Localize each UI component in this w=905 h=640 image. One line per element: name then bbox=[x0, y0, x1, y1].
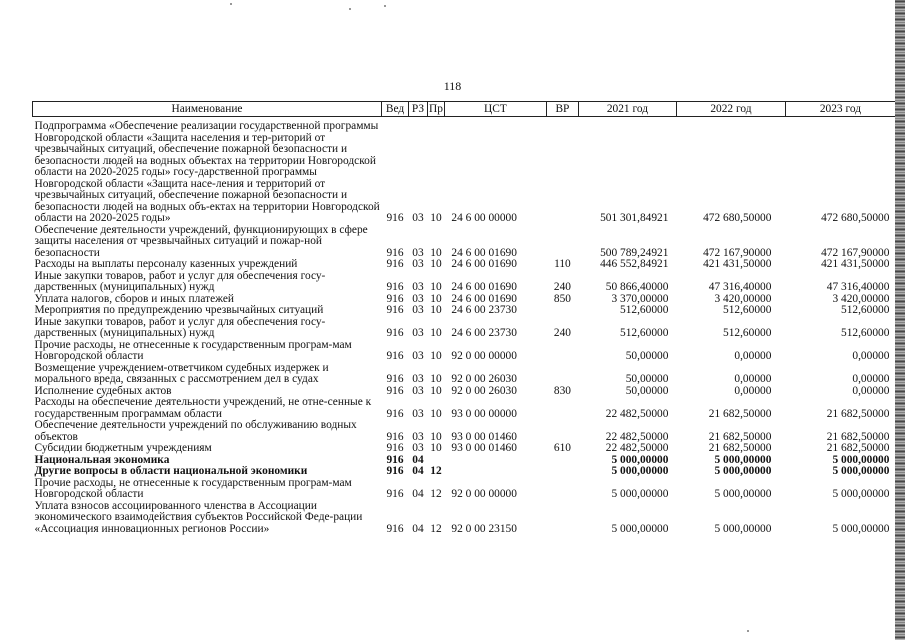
row-2021: 512,60000 bbox=[620, 327, 669, 339]
row-vr: 240 bbox=[553, 281, 571, 293]
row-name: Расходы на обеспечение деятельности учреждений, не отне-сенные к государственным программам области bbox=[34, 396, 372, 420]
row-ved: 916 bbox=[386, 488, 404, 500]
table-row bbox=[33, 271, 896, 294]
row-name: Подпрограмма «Обеспечение реализации государственной программы Новгородской области «Защита населения и тер-риторий от чрезвычайных ситуаций, обеспечение пожарной безопасности и безопасности людей на водных объектах на территории Новгородской области на 2020-2025 годы» госу-дарственной программы Новгородской области «Защита насе-ления и территорий от чрезвычайных ситуаций, обеспечение пожарной безопасности и безопасности людей на водных объ-ектах на территории Новгородской области на 2020-2025 годы» bbox=[34, 120, 380, 224]
row-2023: 472 680,50000 bbox=[821, 212, 890, 224]
row-pr: 12 bbox=[430, 488, 442, 500]
table-header-row bbox=[33, 102, 896, 117]
row-2022: 421 431,50000 bbox=[703, 258, 772, 270]
table-row bbox=[33, 305, 896, 317]
row-2021: 5 000,00000 bbox=[611, 488, 669, 500]
table-row bbox=[33, 466, 896, 478]
table-body bbox=[33, 117, 896, 536]
row-pr: 10 bbox=[430, 212, 442, 224]
row-vr bbox=[546, 478, 578, 501]
row-rz: 03 bbox=[412, 384, 424, 397]
row-pr: 10 bbox=[430, 430, 442, 443]
row-name: Возмещение учреждением-ответчиком судебных издержек и морального вреда, связанных с рассмотрением дел в судах bbox=[34, 361, 329, 385]
header-cst: ЦСТ bbox=[444, 102, 546, 117]
row-cst: 93 0 00 01460 bbox=[451, 442, 517, 454]
row-name: Иные закупки товаров, работ и услуг для обеспечения госу-дарственных (муниципальных) нужд bbox=[34, 269, 326, 293]
row-cst: 24 6 00 23730 bbox=[451, 304, 517, 316]
row-2021: 512,60000 bbox=[620, 304, 669, 316]
row-2021: 501 301,84921 bbox=[600, 212, 669, 224]
scan-edge bbox=[895, 0, 905, 640]
table-row bbox=[33, 340, 896, 363]
row-name: Национальная экономика bbox=[34, 453, 170, 466]
table-row bbox=[33, 363, 896, 386]
row-ved: 916 bbox=[386, 350, 404, 362]
row-name: Прочие расходы, не отнесенные к государственным програм-мам Новгородской области bbox=[34, 476, 352, 500]
row-2021: 446 552,84921 bbox=[600, 258, 669, 270]
row-name: Расходы на выплаты персоналу казенных учреждений bbox=[34, 258, 298, 270]
row-rz: 03 bbox=[412, 292, 424, 305]
row-vr bbox=[546, 121, 578, 225]
row-2022: 0,00000 bbox=[734, 350, 772, 362]
row-ved: 916 bbox=[386, 281, 404, 293]
scan-speck bbox=[747, 630, 749, 632]
table-row bbox=[33, 397, 896, 420]
row-vr: 850 bbox=[553, 292, 571, 305]
table-row bbox=[33, 478, 896, 501]
row-name: Обеспечение деятельности учреждений по обслуживанию водных объектов bbox=[34, 419, 357, 443]
row-vr bbox=[546, 340, 578, 363]
row-vr bbox=[546, 420, 578, 443]
row-ved: 916 bbox=[386, 465, 404, 477]
row-2021: 5 000,00000 bbox=[611, 522, 669, 535]
row-2023: 47 316,40000 bbox=[826, 281, 890, 293]
row-pr: 10 bbox=[430, 281, 442, 293]
row-pr: 12 bbox=[430, 465, 442, 477]
row-name: Иные закупки товаров, работ и услуг для обеспечения госу-дарственных (муниципальных) нужд bbox=[34, 315, 326, 339]
header-name: Наименование bbox=[33, 102, 382, 117]
row-cst: 24 6 00 23730 bbox=[451, 327, 517, 339]
row-2021: 22 482,50000 bbox=[605, 430, 669, 443]
scan-speck bbox=[349, 8, 351, 10]
row-2023: 21 682,50000 bbox=[826, 407, 890, 420]
row-rz: 04 bbox=[412, 465, 424, 477]
row-cst: 92 0 00 26030 bbox=[451, 384, 517, 397]
row-2023: 0,00000 bbox=[852, 384, 890, 397]
row-2023: 512,60000 bbox=[841, 304, 890, 316]
row-2023: 5 000,00000 bbox=[832, 522, 890, 535]
row-2022: 21 682,50000 bbox=[708, 442, 772, 454]
row-2022: 0,00000 bbox=[734, 384, 772, 397]
row-name: Уплата взносов ассоциированного членства в Ассоциации экономического взаимодействия субъектов Российской Феде-рации «Ассоциация инновационных регионов России» bbox=[34, 499, 363, 535]
row-rz: 04 bbox=[412, 488, 424, 500]
row-rz: 03 bbox=[412, 442, 424, 454]
row-rz: 03 bbox=[412, 430, 424, 443]
row-cst: 92 0 00 00000 bbox=[451, 350, 517, 362]
row-ved: 916 bbox=[386, 292, 404, 305]
row-pr: 10 bbox=[430, 327, 442, 339]
row-2021: 50,00000 bbox=[625, 373, 669, 385]
row-vr bbox=[546, 455, 578, 467]
header-ved: Вед bbox=[382, 102, 409, 117]
row-name: Другие вопросы в области национальной экономики bbox=[34, 465, 308, 477]
row-pr: 12 bbox=[430, 522, 442, 535]
row-pr: 10 bbox=[430, 258, 442, 270]
row-cst: 92 0 00 00000 bbox=[451, 488, 517, 500]
row-ved: 916 bbox=[386, 453, 404, 466]
row-2021: 50,00000 bbox=[625, 384, 669, 397]
row-name: Прочие расходы, не отнесенные к государственным програм-мам Новгородской области bbox=[34, 338, 352, 362]
row-ved: 916 bbox=[386, 212, 404, 224]
row-cst: 92 0 00 23150 bbox=[451, 522, 517, 535]
row-2023: 512,60000 bbox=[841, 327, 890, 339]
row-rz: 03 bbox=[412, 212, 424, 224]
row-2021: 50,00000 bbox=[625, 350, 669, 362]
row-2021: 50 866,40000 bbox=[605, 281, 669, 293]
row-cst: 24 6 00 01690 bbox=[451, 258, 517, 270]
row-ved: 916 bbox=[386, 246, 404, 259]
scan-speck bbox=[384, 5, 386, 7]
table-row bbox=[33, 121, 896, 225]
row-ved: 916 bbox=[386, 430, 404, 443]
row-2023: 0,00000 bbox=[852, 350, 890, 362]
row-cst: 92 0 00 26030 bbox=[451, 373, 517, 385]
row-pr: 10 bbox=[430, 373, 442, 385]
row-vr bbox=[546, 225, 578, 260]
header-2023: 2023 год bbox=[785, 102, 895, 117]
row-vr: 830 bbox=[553, 384, 571, 397]
row-rz: 03 bbox=[412, 304, 424, 316]
row-pr: 10 bbox=[430, 292, 442, 305]
row-vr bbox=[546, 363, 578, 386]
header-pr: Пр bbox=[429, 102, 443, 115]
row-ved: 916 bbox=[386, 258, 404, 270]
row-pr: 10 bbox=[430, 350, 442, 362]
row-vr: 240 bbox=[553, 327, 571, 339]
row-2022: 21 682,50000 bbox=[708, 407, 772, 420]
row-pr: 10 bbox=[430, 384, 442, 397]
row-vr bbox=[546, 397, 578, 420]
row-2021: 3 370,00000 bbox=[611, 292, 669, 305]
row-vr bbox=[546, 501, 578, 536]
scan-speck bbox=[230, 3, 232, 5]
row-2021: 5 000,00000 bbox=[611, 453, 669, 466]
row-2023: 5 000,00000 bbox=[832, 453, 890, 466]
row-ved: 916 bbox=[386, 522, 404, 535]
row-cst: 24 6 00 01690 bbox=[451, 246, 517, 259]
row-rz: 03 bbox=[412, 246, 424, 259]
row-cst: 24 6 00 01690 bbox=[451, 281, 517, 293]
table-row bbox=[33, 443, 896, 455]
row-2022: 5 000,00000 bbox=[714, 465, 772, 477]
row-pr: 10 bbox=[430, 407, 442, 420]
row-rz: 03 bbox=[412, 327, 424, 339]
table-row bbox=[33, 317, 896, 340]
row-rz: 04 bbox=[412, 453, 424, 466]
header-vr: ВР bbox=[546, 102, 578, 117]
row-2022: 47 316,40000 bbox=[708, 281, 772, 293]
row-vr bbox=[546, 305, 578, 317]
row-2023: 21 682,50000 bbox=[826, 442, 890, 454]
table-row bbox=[33, 501, 896, 536]
row-ved: 916 bbox=[386, 442, 404, 454]
row-2022: 0,00000 bbox=[734, 373, 772, 385]
row-2022: 5 000,00000 bbox=[714, 453, 772, 466]
row-rz: 03 bbox=[412, 281, 424, 293]
table-row bbox=[33, 420, 896, 443]
row-2021: 500 789,24921 bbox=[600, 246, 669, 259]
row-ved: 916 bbox=[386, 304, 404, 316]
row-2022: 512,60000 bbox=[723, 304, 772, 316]
row-cst: 24 6 00 00000 bbox=[451, 212, 517, 224]
budget-table bbox=[32, 101, 896, 535]
row-2023: 472 167,90000 bbox=[821, 246, 890, 259]
row-cst: 93 0 00 00000 bbox=[451, 407, 517, 420]
row-cst: 24 6 00 01690 bbox=[451, 292, 517, 305]
row-2023: 21 682,50000 bbox=[826, 430, 890, 443]
header-rz: РЗ bbox=[409, 102, 428, 117]
header-2021: 2021 год bbox=[578, 102, 676, 117]
row-2022: 5 000,00000 bbox=[714, 522, 772, 535]
row-ved: 916 bbox=[386, 373, 404, 385]
row-2023: 3 420,00000 bbox=[832, 292, 890, 305]
row-rz: 03 bbox=[412, 258, 424, 270]
row-2022: 512,60000 bbox=[723, 327, 772, 339]
page-number: 118 bbox=[443, 79, 462, 93]
row-pr: 10 bbox=[430, 442, 442, 454]
header-2022: 2022 год bbox=[676, 102, 785, 117]
row-cst: 93 0 00 01460 bbox=[451, 430, 517, 443]
row-ved: 916 bbox=[386, 327, 404, 339]
row-name: Уплата налогов, сборов и иных платежей bbox=[34, 292, 234, 305]
row-ved: 916 bbox=[386, 407, 404, 420]
row-cst bbox=[444, 466, 546, 478]
row-name: Исполнение судебных актов bbox=[34, 384, 172, 397]
row-rz: 03 bbox=[412, 407, 424, 420]
row-2022: 3 420,00000 bbox=[714, 292, 772, 305]
row-2021: 5 000,00000 bbox=[611, 465, 669, 477]
row-pr: 10 bbox=[430, 304, 442, 316]
row-2022: 5 000,00000 bbox=[714, 488, 772, 500]
row-2021: 22 482,50000 bbox=[605, 442, 669, 454]
table-row bbox=[33, 259, 896, 271]
row-vr bbox=[546, 466, 578, 478]
row-rz: 03 bbox=[412, 373, 424, 385]
row-rz: 04 bbox=[412, 522, 424, 535]
row-ved: 916 bbox=[386, 384, 404, 397]
row-vr: 610 bbox=[553, 442, 571, 454]
row-pr: 10 bbox=[430, 246, 442, 259]
row-name: Субсидии бюджетным учреждениям bbox=[34, 442, 212, 454]
row-2023: 0,00000 bbox=[852, 373, 890, 385]
row-2021: 22 482,50000 bbox=[605, 407, 669, 420]
row-vr: 110 bbox=[554, 258, 571, 270]
row-name: Обеспечение деятельности учреждений, функционирующих в сфере защиты населения от чрезвычайных ситуаций и пожар-ной безопасности bbox=[34, 223, 368, 259]
row-cst bbox=[444, 455, 546, 467]
table-row bbox=[33, 225, 896, 260]
row-2023: 5 000,00000 bbox=[832, 465, 890, 477]
row-name: Мероприятия по предупреждению чрезвычайных ситуаций bbox=[34, 304, 324, 316]
row-rz: 03 bbox=[412, 350, 424, 362]
row-2023: 5 000,00000 bbox=[832, 488, 890, 500]
row-2023: 421 431,50000 bbox=[821, 258, 890, 270]
row-2022: 472 680,50000 bbox=[703, 212, 772, 224]
row-2022: 472 167,90000 bbox=[703, 246, 772, 259]
row-2022: 21 682,50000 bbox=[708, 430, 772, 443]
